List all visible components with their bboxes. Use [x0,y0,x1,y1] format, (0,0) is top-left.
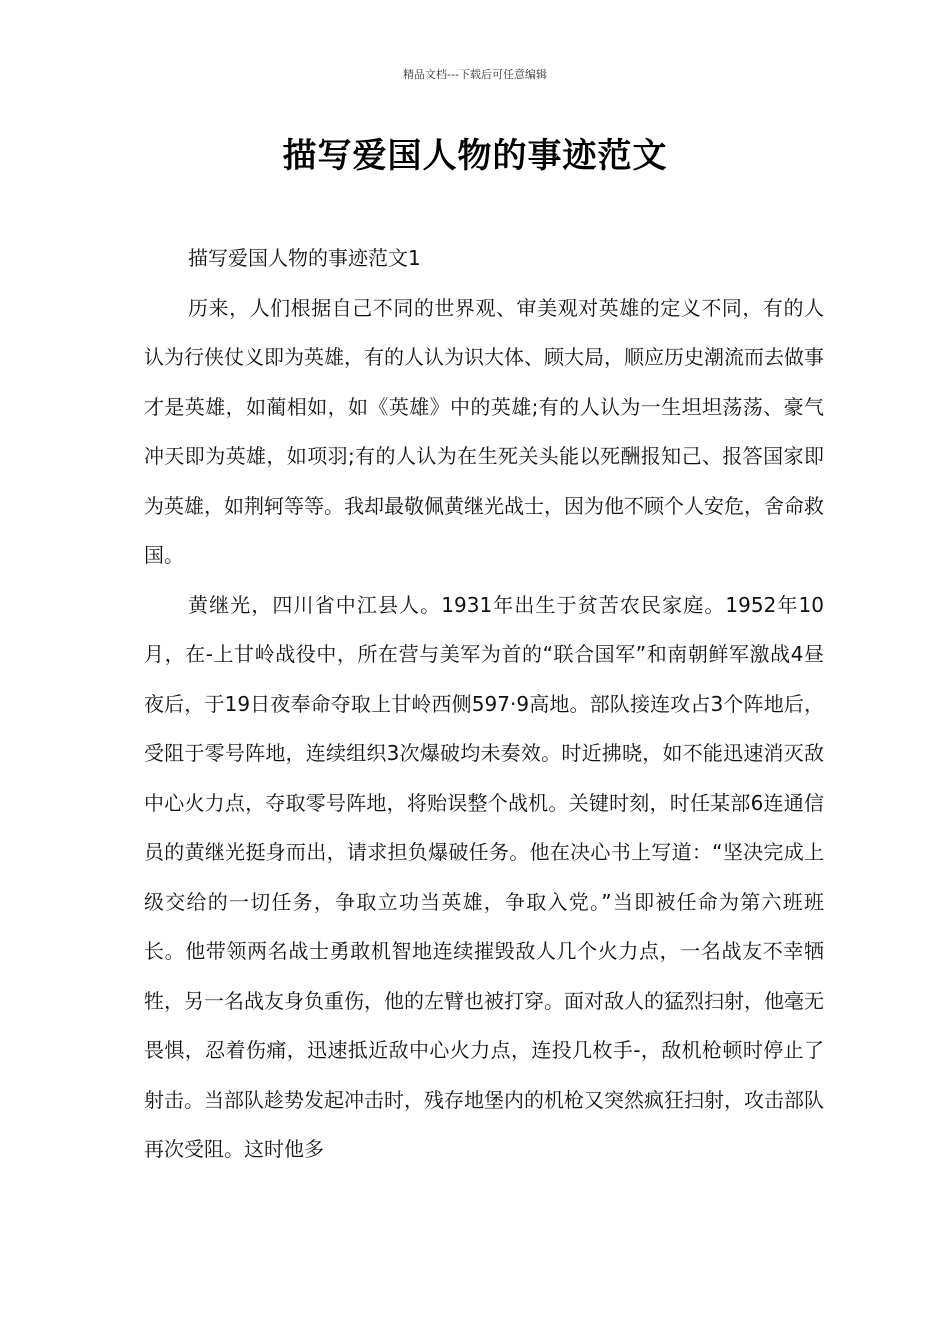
section-subheading: 描写爱国人物的事迹范文1 [188,246,421,270]
document-body [144,234,824,1175]
header-note: 精品文档---下载后可任意编辑 [403,68,547,81]
paragraph-1: 历来，人们根据自己不同的世界观、审美观对英雄的定义不同，有的人认为行侠仗义即为英雄，有的人认为识大体、顾大局，顺应历史潮流而去做事才是英雄，如蔺相如，如《英雄》中的英雄;有的人认为一生坦坦荡荡、豪气冲天即为英雄，如项羽;有的人认为在生死关头能以死酬报知己、报答国家即为英雄，如荆轲等等。我却最敬佩黄继光战士，因为他不顾个人安危，舍命救国。 [144,295,824,567]
document-title: 描写爱国人物的事迹范文 [282,136,668,176]
paragraph-2: 黄继光，四川省中江县人。1931年出生于贫苦农民家庭。1952年10月，在-上甘岭战役中，所在营与美军为首的“联合国军”和南朝鲜军激战4昼夜后，于19日夜奉命夺取上甘岭西侧597·9高地。部队接连攻占3个阵地后，受阻于零号阵地，连续组织3次爆破均未奏效。时近拂晓，如不能迅速消灭敌中心火力点，夺取零号阵地，将贻误整个战机。关键时刻，时任某部6连通信员的黄继光挺身而出，请求担负爆破任务。他在决心书上写道：“坚决完成上级交给的一切任务，争取立功当英雄，争取入党。”当即被任命为第六班班长。他带领两名战士勇敢机智地连续摧毁敌人几个火力点，一名战友不幸牺牲，另一名战友身负重伤，他的左臂也被打穿。面对敌人的猛烈扫射，他毫无畏惧，忍着伤痛，迅速抵近敌中心火力点，连投几枚手-，敌机枪顿时停止了射击。当部队趁势发起冲击时，残存地堡内的机枪又突然疯狂扫射，攻击部队再次受阻。这时他多 [144,592,824,1161]
